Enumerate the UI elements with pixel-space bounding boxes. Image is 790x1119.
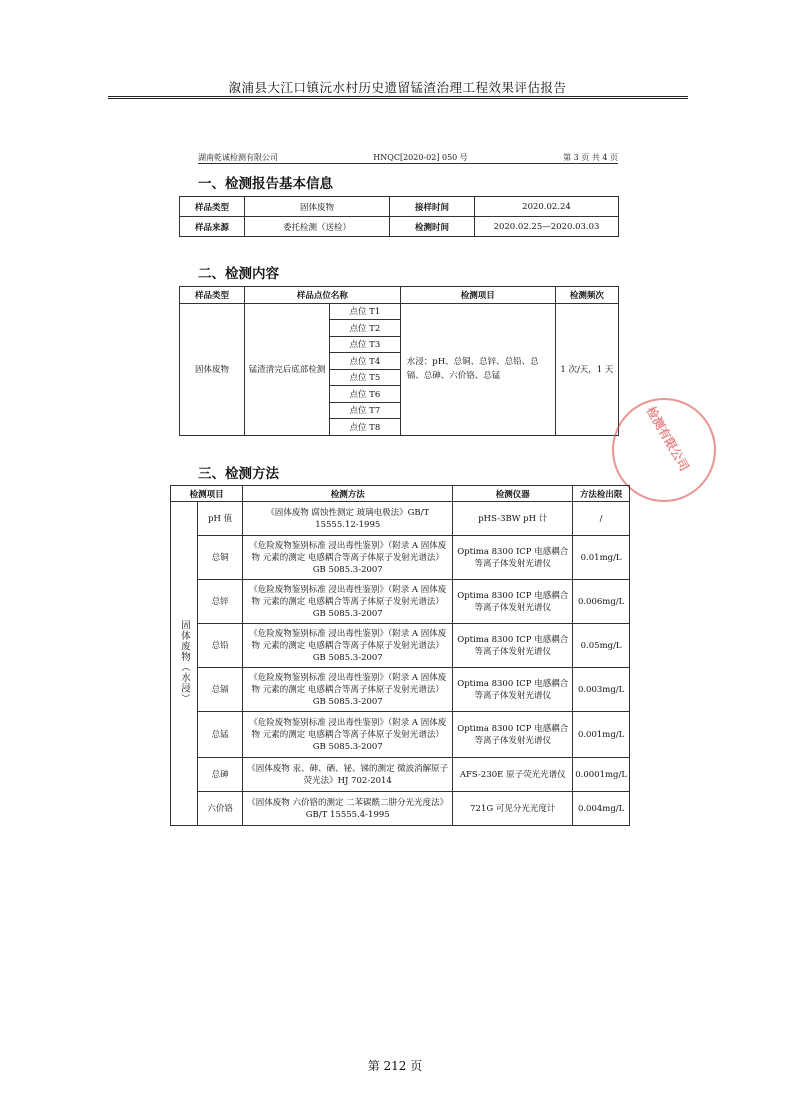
method-cell: 《固体废物 六价铬的测定 二苯碳酰二肼分光光度法》GB/T 15555.4-1995 [243,792,453,826]
method-cell: 《危险废物鉴别标准 浸出毒性鉴别》（附录 A 固体废物 元素的测定 电感耦合等离子体原子发射光谱法）GB 5085.3-2007 [243,668,453,712]
table-header-row [171,486,630,502]
point-cell: 点位 T1 [330,303,401,320]
section1-title: 一、检测报告基本信息 [198,176,333,192]
frequency-cell: 1 次/天，1 天 [555,303,618,435]
item-cell: 总砷 [198,758,243,792]
cell: 检测时间 [390,217,475,237]
point-cell: 点位 T6 [330,386,401,403]
header-cell: 样品点位名称 [245,287,401,304]
basic-info-table [179,196,619,237]
instrument-cell: 721G 可见分光光度计 [453,792,573,826]
category-cell [171,502,198,826]
item-cell: pH 值 [198,502,243,536]
point-cell: 点位 T2 [330,320,401,337]
table-row [171,712,630,758]
method-cell: 《危险废物鉴别标准 浸出毒性鉴别》（附录 A 固体废物 元素的测定 电感耦合等离子体原子发射光谱法）GB 5085.3-2007 [243,712,453,758]
limit-cell: 0.004mg/L [573,792,630,826]
section2-title: 二、检测内容 [198,266,279,282]
header-cell: 检测项目 [171,486,243,502]
method-cell: 《危险废物鉴别标准 浸出毒性鉴别》（附录 A 固体废物 元素的测定 电感耦合等离子体原子发射光谱法）GB 5085.3-2007 [243,580,453,624]
company-seal: 检测有限公司 [612,398,716,502]
instrument-cell: Optima 8300 ICP 电感耦合等离子体发射光谱仪 [453,668,573,712]
page-footer: 第 212 页 [367,1059,423,1073]
report-header-rule [198,163,618,164]
header-cell: 检测项目 [400,287,555,304]
header-rule [108,96,688,99]
report-code: HNQC[2020-02] 050 号 [373,153,468,162]
limit-cell: 0.001mg/L [573,712,630,758]
section3-title: 三、检测方法 [198,466,279,482]
table-header-row [180,287,619,304]
method-cell: 《危险废物鉴别标准 浸出毒性鉴别》（附录 A 固体废物 元素的测定 电感耦合等离子体原子发射光谱法）GB 5085.3-2007 [243,624,453,668]
limit-cell: 0.0001mg/L [573,758,630,792]
table-row [171,502,630,536]
category-label: 固体废物（水浸） [179,619,190,704]
cell: 固体废物 [245,197,390,217]
item-cell: 总铅 [198,624,243,668]
table-row [171,792,630,826]
item-cell: 六价铬 [198,792,243,826]
instrument-cell: Optima 8300 ICP 电感耦合等离子体发射光谱仪 [453,712,573,758]
table-row [171,536,630,580]
limit-cell: / [573,502,630,536]
point-cell: 点位 T5 [330,369,401,386]
point-cell: 点位 T4 [330,353,401,370]
item-cell: 总锰 [198,712,243,758]
cell: 委托检测（送检） [245,217,390,237]
limit-cell: 0.01mg/L [573,536,630,580]
methods-table [170,485,630,826]
instrument-cell: Optima 8300 ICP 电感耦合等离子体发射光谱仪 [453,580,573,624]
header-cell: 检测方法 [243,486,453,502]
table-row [180,217,619,237]
point-cell: 点位 T8 [330,419,401,436]
report-header [198,152,618,163]
table-row [171,580,630,624]
report-company: 湖南乾诚检测有限公司 [198,153,278,162]
table-row [171,668,630,712]
table-row [180,303,619,320]
item-cell: 总镉 [198,668,243,712]
table-row [171,758,630,792]
header-cell: 检测频次 [555,287,618,304]
cell: 样品类型 [180,197,245,217]
instrument-cell: Optima 8300 ICP 电感耦合等离子体发射光谱仪 [453,536,573,580]
cell: 接样时间 [390,197,475,217]
page-header: 溆浦县大江口镇沅水村历史遗留锰渣治理工程效果评估报告 [228,80,567,95]
sample-type-cell: 固体废物 [180,303,245,435]
cell: 2020.02.24 [475,197,619,217]
limit-cell: 0.006mg/L [573,580,630,624]
header-cell: 样品类型 [180,287,245,304]
point-cell: 点位 T7 [330,402,401,419]
report-page: 第 3 页 共 4 页 [563,153,618,162]
cell: 2020.02.25—2020.03.03 [475,217,619,237]
method-cell: 《危险废物鉴别标准 浸出毒性鉴别》（附录 A 固体废物 元素的测定 电感耦合等离子体原子发射光谱法）GB 5085.3-2007 [243,536,453,580]
content-table [179,286,619,436]
method-cell: 《固体废物 腐蚀性测定 玻璃电极法》GB/T 15555.12-1995 [243,502,453,536]
table-row [180,197,619,217]
instrument-cell: pHS-3BW pH 计 [453,502,573,536]
limit-cell: 0.003mg/L [573,668,630,712]
cell: 样品来源 [180,217,245,237]
point-cell: 点位 T3 [330,336,401,353]
method-cell: 《固体废物 汞、砷、硒、铋、锑的测定 微波消解原子荧光法》HJ 702-2014 [243,758,453,792]
item-cell: 总铜 [198,536,243,580]
instrument-cell: AFS-230E 原子荧光光谱仪 [453,758,573,792]
header-cell: 检测仪器 [453,486,573,502]
item-cell: 总锌 [198,580,243,624]
table-row [171,624,630,668]
location-group-cell: 锰渣清完后底部检测 [245,303,330,435]
limit-cell: 0.05mg/L [573,624,630,668]
instrument-cell: Optima 8300 ICP 电感耦合等离子体发射光谱仪 [453,624,573,668]
header-cell: 方法检出限 [573,486,630,502]
items-cell: 水浸：pH、总铜、总锌、总铅、总镉、总砷、六价铬、总锰 [400,303,555,435]
